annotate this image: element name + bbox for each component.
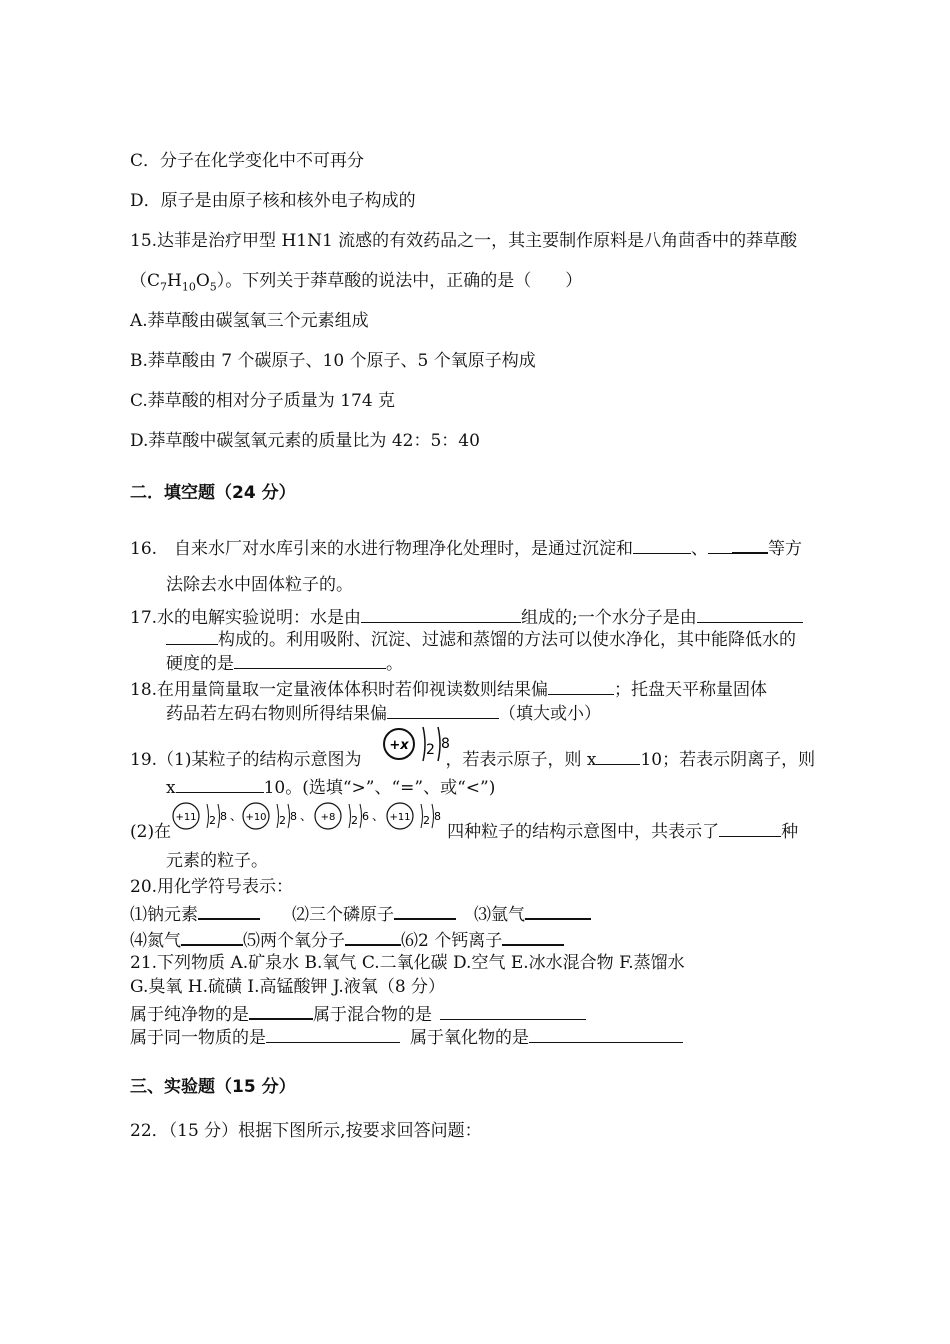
svg-text:+11: +11 (175, 812, 197, 823)
q20-row1: ⑴钠元素 ⑵三个磷原子 ⑶氩气 (130, 902, 591, 926)
q15-formula-line: $(C_7H_{10}O_5)$。下列关于莽草酸的说法中，正确的是（ ） (130, 271, 583, 294)
svg-text:+8: +8 (320, 812, 336, 823)
svg-text:8: 8 (220, 810, 227, 823)
option-c: C．分子在化学变化中不可再分 (130, 151, 365, 171)
atom-diagram-11b (387, 803, 441, 829)
svg-text:、: 、 (300, 809, 313, 823)
svg-text:、: 、 (230, 809, 243, 823)
svg-text:8: 8 (290, 810, 297, 823)
svg-text:+10: +10 (245, 812, 267, 823)
q17-line2: 构成的。利用吸附、沉淀、过滤和蒸馏的方法可以使水净化，其中能降低水的 (166, 628, 796, 651)
q21-line1: 21.下列物质 A.矿泉水 B.氧气 C.二氧化碳 D.空气 E.冰水混合物 F.蒸馏水 (130, 953, 685, 973)
option-d: D．原子是由原子核和核外电子构成的 (130, 191, 416, 211)
q17-line1: 17.水的电解实验说明：水是由 组成的;一个水分子是由 (130, 606, 803, 629)
four-atom-diagrams (170, 800, 460, 840)
q20-row2: ⑷氮气 ⑸两个氧分子 ⑹2 个钙离子 (130, 928, 564, 952)
svg-text:2: 2 (423, 814, 430, 827)
q21-line3: 属于纯净物的是 属于混合物的是 (130, 1002, 586, 1026)
svg-text:、: 、 (372, 809, 385, 823)
q19-part2-line2: 元素的粒子。 (166, 851, 268, 871)
section-2-heading: 二．填空题（24 分） (130, 483, 296, 503)
section-3-heading: 三、实验题（15 分） (130, 1077, 296, 1097)
svg-text:+11: +11 (389, 812, 411, 823)
atom-diagram-x (382, 724, 462, 774)
q15-stem: 15.达菲是治疗甲型 H1N1 流感的有效药品之一，其主要制作原料是八角茴香中的莽草酸 (130, 231, 798, 251)
svg-text:8: 8 (441, 736, 450, 752)
q17-line3: 硬度的是 。 (166, 654, 403, 674)
q15-option-d: D.莽草酸中碳氢氧元素的质量比为 42：5：40 (130, 431, 480, 451)
q21-line2: G.臭氧 H.硫磺 I.高锰酸钾 J.液氧（8 分） (130, 977, 446, 997)
q21-line4: 属于同一物质的是 属于氧化物的是 (130, 1026, 683, 1049)
svg-text:8: 8 (434, 810, 441, 823)
q15-option-a: A.莽草酸由碳氢氧三个元素组成 (130, 311, 369, 331)
svg-text:6: 6 (362, 810, 369, 823)
svg-text:2: 2 (426, 742, 435, 758)
q22-stem: 22．（15 分）根据下图所示,按要求回答问题： (130, 1121, 482, 1141)
q20-heading: 20.用化学符号表示： (130, 877, 294, 897)
atom-diagram-8 (315, 803, 384, 829)
q16-line1: 16. 自来水厂对水库引来的水进行物理净化处理时，是通过沉淀和 、 等方 (130, 536, 802, 560)
q15-option-c: C.莽草酸的相对分子质量为 174 克 (130, 391, 396, 411)
svg-text:2: 2 (279, 814, 286, 827)
svg-text:2: 2 (351, 814, 358, 827)
q19-line2: x 10。(选填“>”、“=”、或“<”) (166, 778, 496, 798)
svg-text:2: 2 (209, 814, 216, 827)
atom-diagram-10 (243, 803, 312, 829)
atom-diagram-11a (173, 803, 242, 829)
q19-part2-line: (2)在 四种粒子的结构示意图中，共表示了 种 (130, 822, 799, 842)
q16-line2: 法除去水中固体粒子的。 (166, 575, 353, 595)
q15-option-b: B.莽草酸由 7 个碳原子、10 个原子、5 个氧原子构成 (130, 351, 536, 371)
svg-text:+x: +x (389, 738, 409, 753)
q18-line2: 药品若左码右物则所得结果偏 （填大或小） (166, 704, 601, 724)
q19-line1: 19.（1)某粒子的结构示意图为 ，若表示原子，则 x 10；若表示阴离子，则 (130, 750, 816, 770)
q18-line1: 18.在用量筒量取一定量液体体积时若仰视读数则结果偏 ；托盘天平称量固体 (130, 680, 768, 700)
